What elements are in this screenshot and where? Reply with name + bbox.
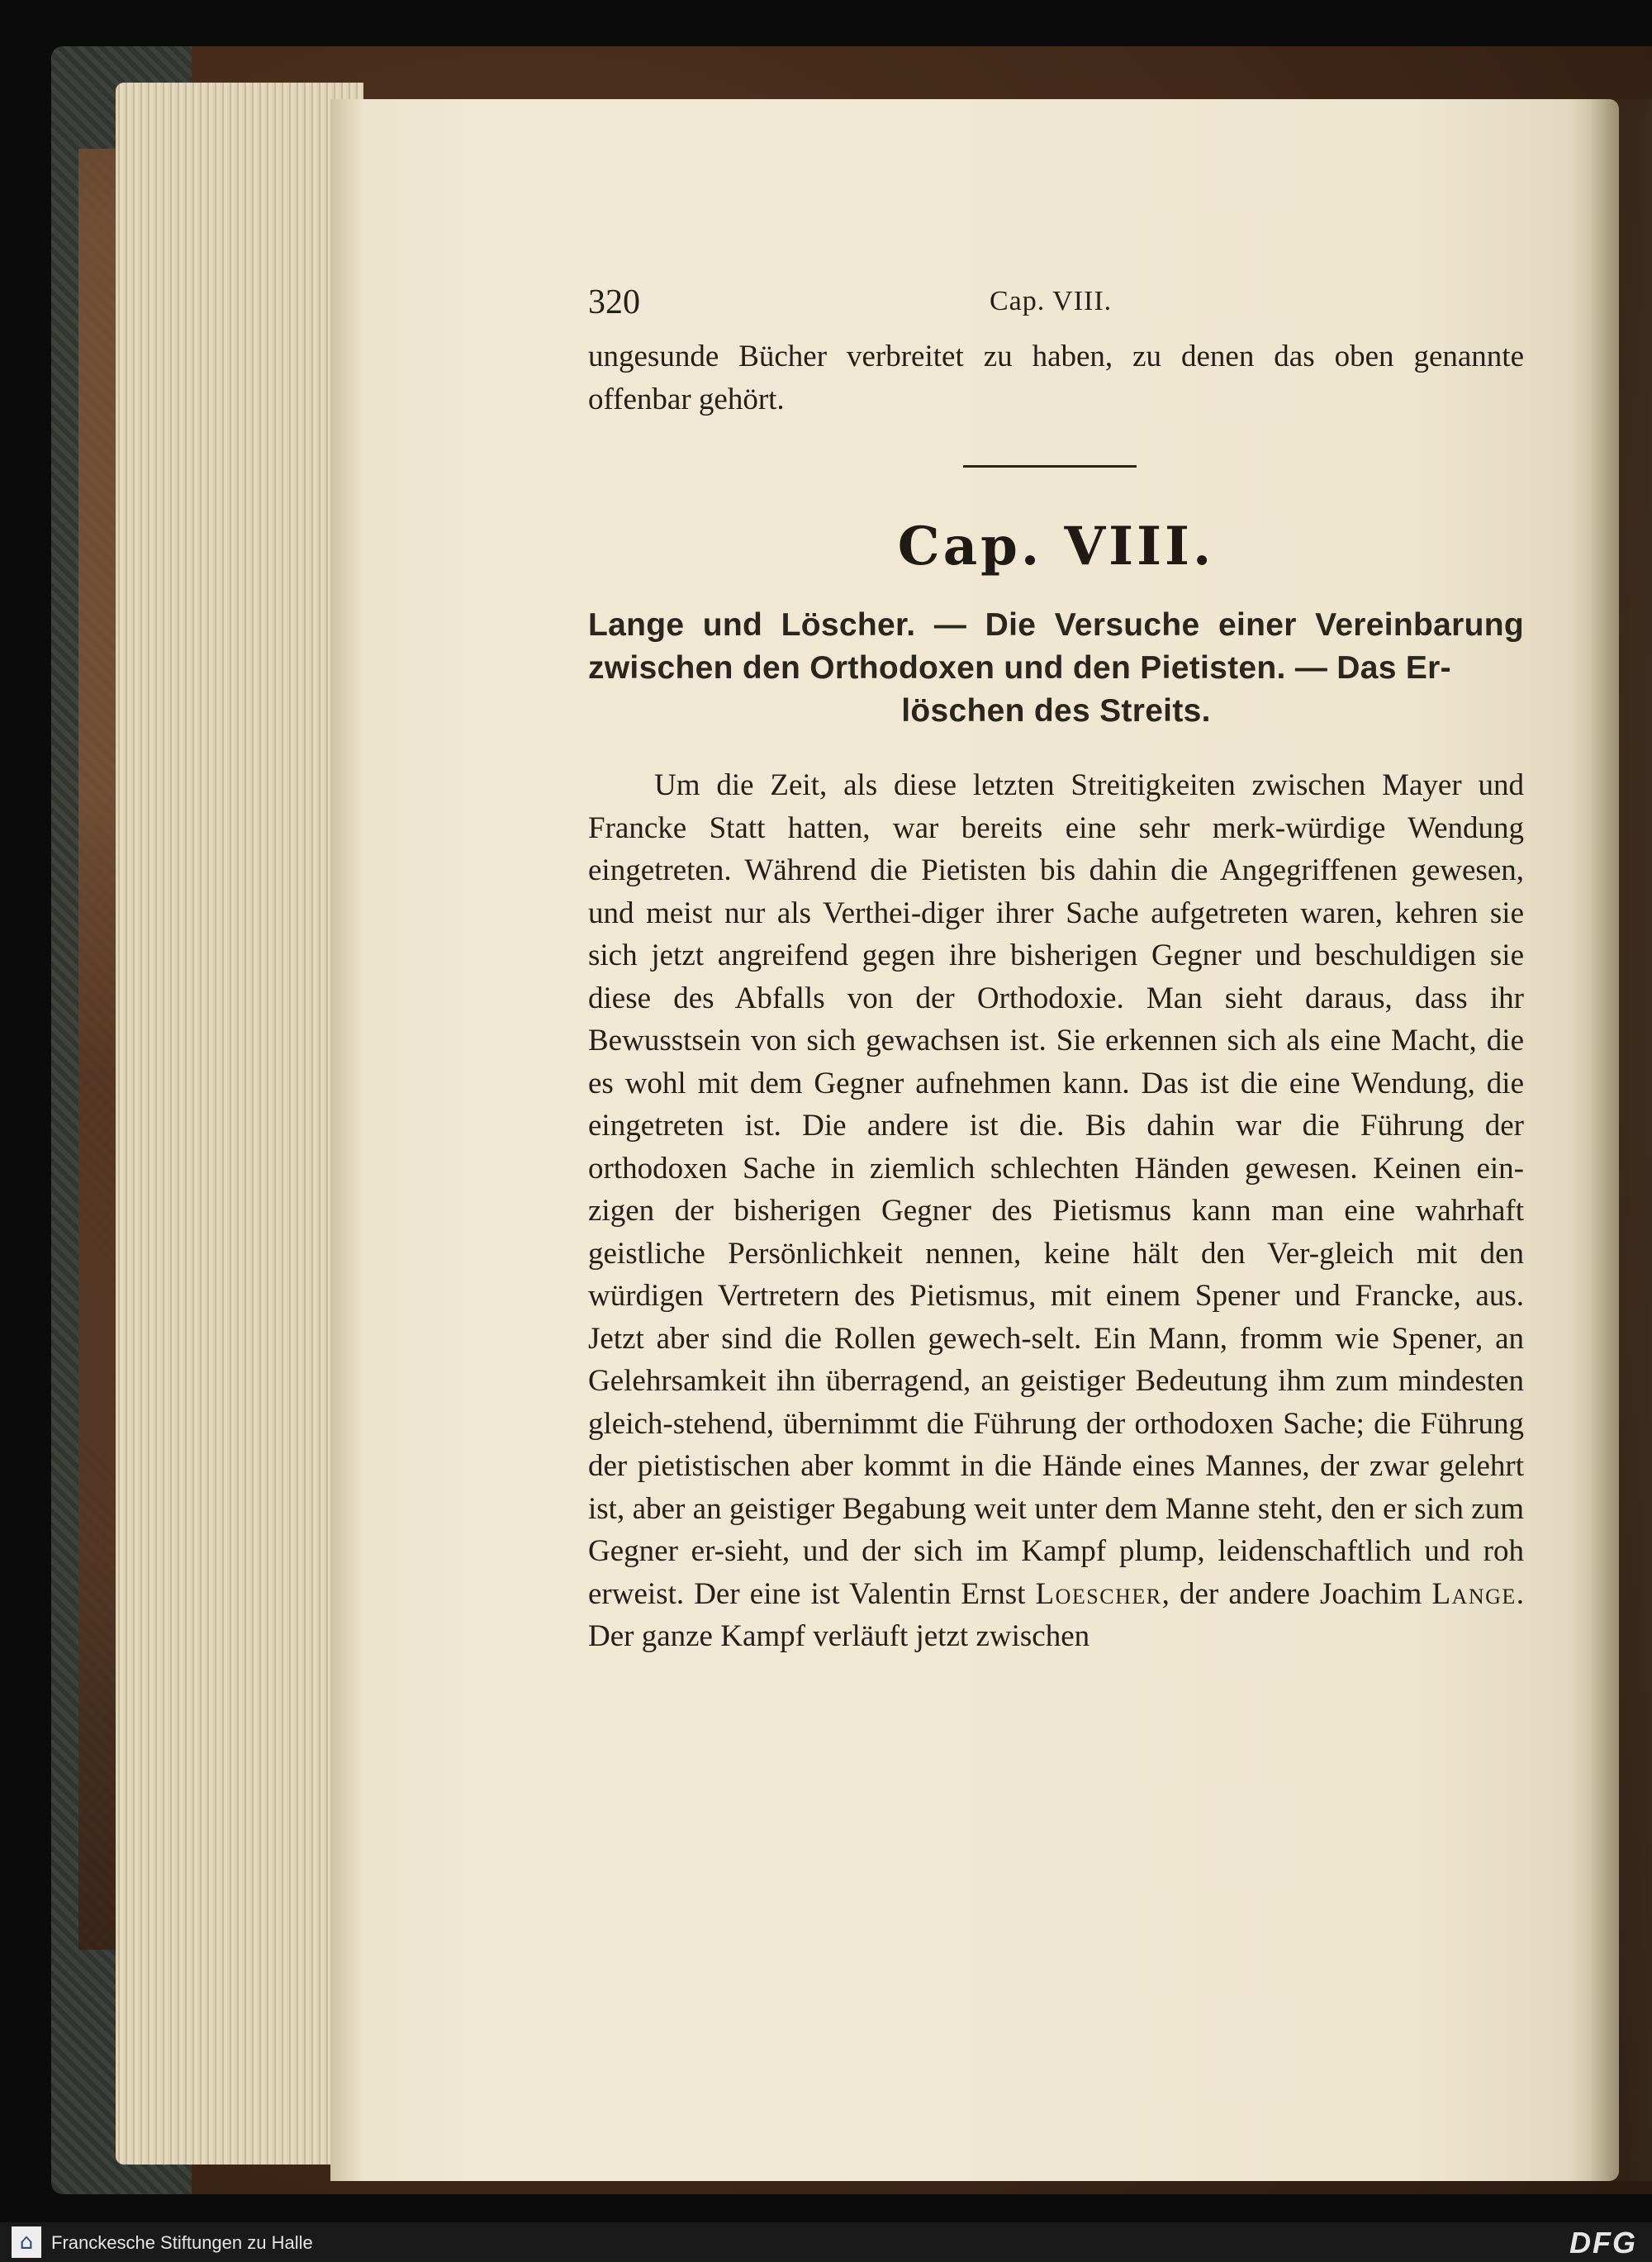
chapter-summary-main: Lange und Löscher. — Die Versuche einer Vereinbarung zwischen den Orthodoxen und den Pietisten. — Das Er- — [588, 607, 1524, 686]
main-paragraph-part2: , der andere Joachim — [1161, 1576, 1422, 1611]
chapter-summary-last: löschen des Streits. — [901, 693, 1211, 729]
chapter-title: Cap. VIII. — [897, 516, 1215, 577]
institution-logo-icon: ⌂ — [12, 2226, 41, 2258]
main-paragraph-part1: Um die Zeit, als diese letzten Streitigkeiten zwischen Mayer und Francke Statt hatten, war bereits eine sehr merk-würdige Wendung eingetreten. Während die Pietisten bis dahin die Angegriffenen gewesen, und meist nur als Verthei-diger ihrer Sache aufgetreten waren, kehren sie sich jetzt angreifend gegen ihre bisherigen Gegner und beschuldigen sie diese des Abfalls von der Orthodoxie. Man sieht daraus, dass ihr Bewusstsein von sich gewachsen ist. Sie erkennen sich als eine Macht, die es wohl mit dem Gegner aufnehmen kann. Das ist die eine Wendung, die eingetreten ist. Die andere ist die. Bis dahin war die Führung der orthodoxen Sache in ziemlich schlechten Händen gewesen. Keinen ein-zigen der bisherigen Gegner des Pietismus kann man eine wahrhaft geistliche Persönlichkeit nennen, keine hält den Ver-gleich mit den würdigen Vertretern des Pietismus, mit einem Spener und Francke, aus. Jetzt aber sind die Rollen gewech-selt. Ein Mann, fromm wie Spener, an Gelehrsamkeit ihn überragend, an geistiger Bedeutung ihm zum mindesten gleich-stehend, übernimmt die Führung der orthodoxen Sache; die Führung der pietistischen aber kommt in die Hände eines Mannes, der zwar gelehrt ist, aber an geistiger Begabung weit unter dem Manne steht, den er sich zum Gegner er-sieht, und der sich im Kampf plump, leidenschaftlich und roh erweist. Der eine ist Valentin Ernst — [588, 768, 1524, 1611]
footer-bar — [0, 2222, 1652, 2262]
section-divider — [963, 465, 1137, 468]
spine-shadow — [1590, 99, 1652, 2181]
dfg-logo: DFG — [1569, 2226, 1637, 2260]
page-number: 320 — [588, 283, 640, 321]
main-paragraph-part3: . Der ganze Kampf verläuft jetzt zwischen — [588, 1576, 1524, 1653]
name-lange: Lange — [1431, 1576, 1517, 1611]
text-column — [588, 278, 1524, 1658]
intro-paragraph: ungesunde Bücher verbreitet zu haben, zu denen das oben genannte offenbar gehört. — [588, 340, 1524, 416]
name-loescher: Loescher — [1035, 1576, 1162, 1611]
main-paragraph — [588, 764, 1524, 1658]
running-head — [588, 278, 1524, 335]
institution-name: Franckesche Stiftungen zu Halle — [51, 2232, 313, 2253]
page-edge-stack — [116, 83, 363, 2165]
running-title: Cap. VIII. — [990, 286, 1113, 316]
body-text — [588, 335, 1524, 1658]
chapter-summary — [588, 604, 1524, 733]
